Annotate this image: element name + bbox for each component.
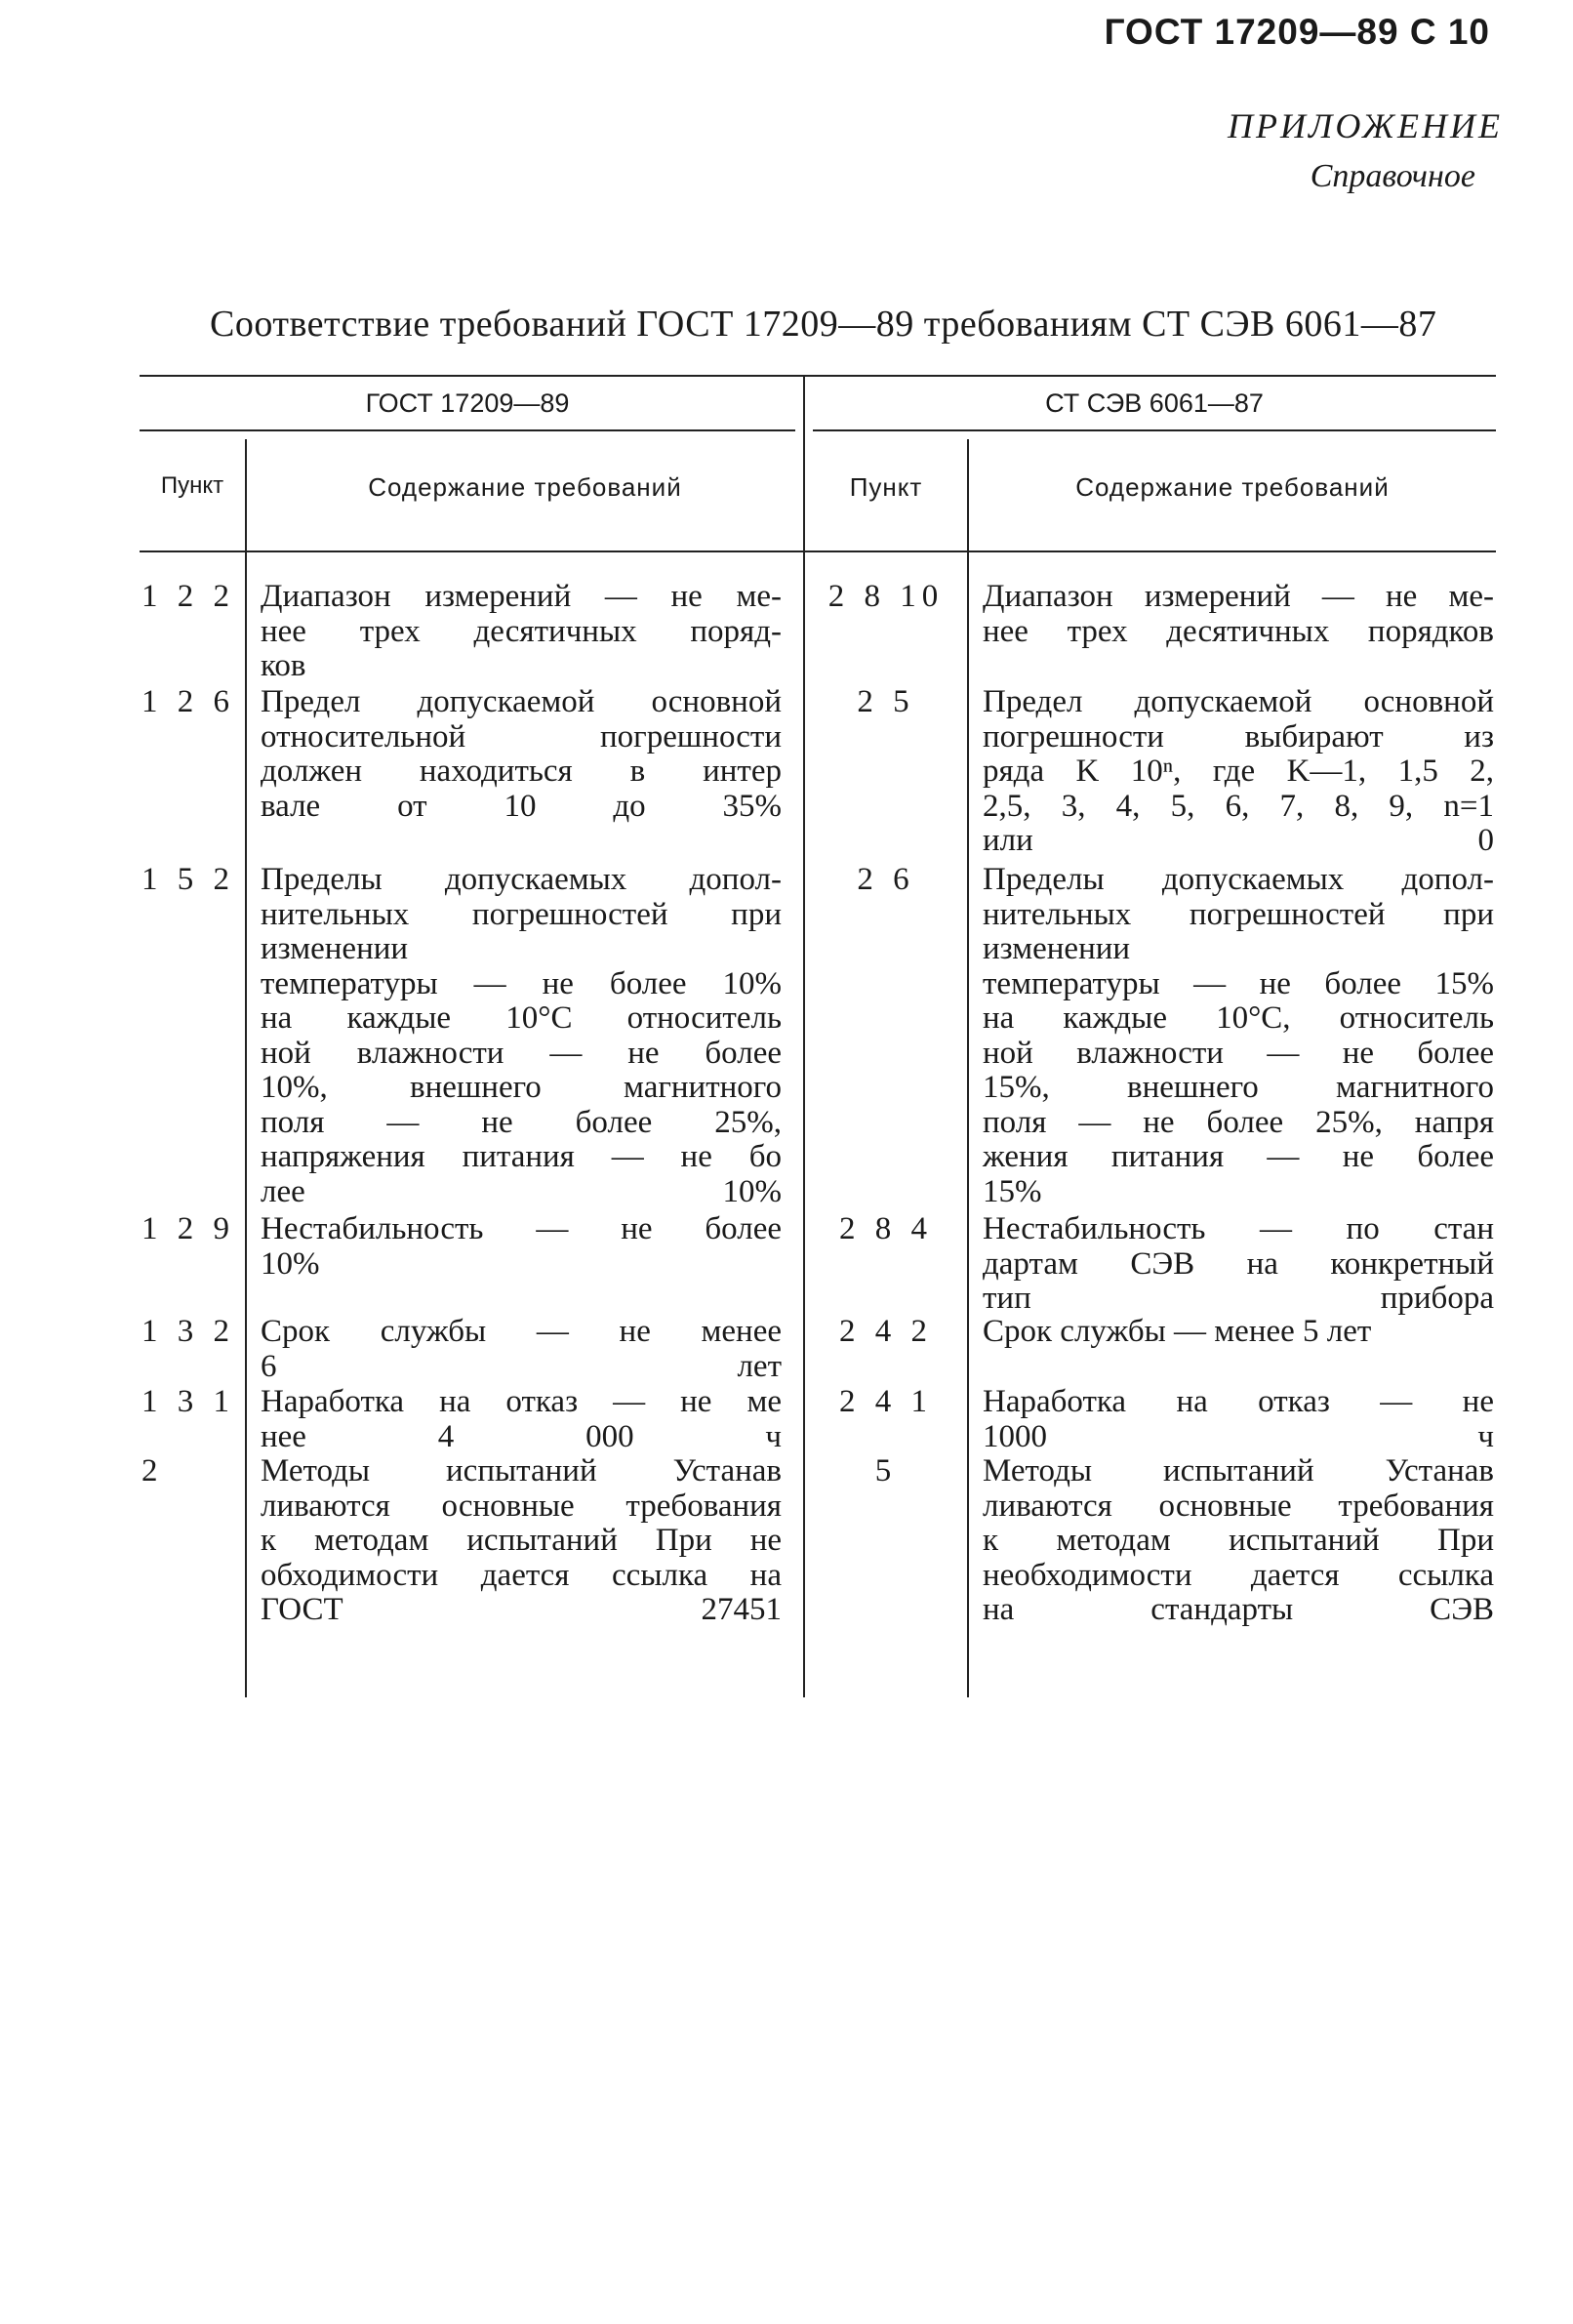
group-divider xyxy=(803,375,805,1697)
group-header-rule-right xyxy=(813,429,1496,431)
group-header-rule-left xyxy=(140,429,795,431)
table-row-gost-text: Срок службы — не менее 6 лет xyxy=(261,1314,782,1384)
table-row-sev-item: 2 4 1 xyxy=(839,1384,933,1419)
appendix-subtitle: Справочное xyxy=(1310,158,1475,194)
column-header-rule xyxy=(140,550,1496,552)
table-row-gost-item: 1 5 2 xyxy=(141,862,235,897)
page-header-reference: ГОСТ 17209—89 С 10 xyxy=(1104,12,1490,52)
table-row-sev-text: Нестабильность — по стан дартам СЭВ на конкретный тип прибора xyxy=(983,1211,1494,1316)
table-row-gost-text: Нестабильность — не более 10% xyxy=(261,1211,782,1282)
table-row-gost-text: Пределы допускаемых допол- нительных погрешностей при изменении температуры — не более 10% на каждые 10°С относитель ной влажности — не более 10%, внешнего магнитного поля — не более 25%, напряжения питания — не бо лее 10% xyxy=(261,862,782,1209)
table-row-sev-item: 2 5 xyxy=(857,684,915,719)
appendix-title: ПРИЛОЖЕНИЕ xyxy=(1228,106,1503,145)
table-row-sev-text: Диапазон измерений — не ме- нее трех десятичных порядков xyxy=(983,579,1494,649)
table-row-sev-text: Наработка на отказ — не 1000 ч xyxy=(983,1384,1494,1454)
left-item-divider xyxy=(245,439,247,1697)
group-header-sev: СТ СЭВ 6061—87 xyxy=(1045,388,1264,418)
table-row-sev-text: Пределы допускаемых допол- нительных погрешностей при изменении температуры — не более 15% на каждые 10°С, относитель ной влажности — не более 15%, внешнего магнитного поля — не более 25%, напря жения питания — не более 15% xyxy=(983,862,1494,1209)
table-row-gost-item: 1 3 2 xyxy=(141,1314,235,1349)
group-header-gost: ГОСТ 17209—89 xyxy=(365,388,570,418)
table-top-rule xyxy=(140,375,1496,377)
table-row-gost-item: 1 2 2 xyxy=(141,579,235,614)
table-row-sev-item: 2 6 xyxy=(857,862,915,897)
table-row-gost-text: Предел допускаемой основной относительной погрешности должен находиться в интер вале от 10 до 35% xyxy=(261,684,782,824)
table-row-gost-text: Диапазон измерений — не ме- нее трех десятичных поряд- ков xyxy=(261,579,782,683)
right-item-divider xyxy=(967,439,969,1697)
table-row-gost-text: Наработка на отказ — не ме нее 4 000 ч xyxy=(261,1384,782,1454)
column-header-item-sev: Пункт xyxy=(849,472,923,502)
table-row-sev-text: Срок службы — менее 5 лет xyxy=(983,1314,1372,1349)
column-header-item-gost: Пункт xyxy=(160,472,224,499)
table-row-sev-item: 2 4 2 xyxy=(839,1314,933,1349)
table-row-sev-item: 2 8 10 xyxy=(827,579,945,614)
table-row-gost-item: 1 2 9 xyxy=(141,1211,235,1246)
table-row-sev-item: 2 8 4 xyxy=(839,1211,933,1246)
table-caption: Соответствие требований ГОСТ 17209—89 требованиям СТ СЭВ 6061—87 xyxy=(210,304,1437,345)
correspondence-table xyxy=(140,375,1496,1712)
table-row-sev-text: Предел допускаемой основной погрешности выбирают из ряда K 10ⁿ, где K—1, 1,5 2, 2,5, 3, 4, 5, 6, 7, 8, 9, n=1 или 0 xyxy=(983,684,1494,858)
table-row-gost-item: 2 xyxy=(141,1453,164,1488)
column-header-content-gost: Содержание требований xyxy=(368,472,682,502)
table-row-gost-item: 1 3 1 xyxy=(141,1384,235,1419)
table-row-gost-text: Методы испытаний Устанав ливаются основные требования к методам испытаний При не обходимости дается ссылка на ГОСТ 27451 xyxy=(261,1453,782,1627)
table-row-sev-text: Методы испытаний Устанав ливаются основные требования к методам испытаний При необходимости дается ссылка на стандарты СЭВ xyxy=(983,1453,1494,1627)
column-header-content-sev: Содержание требований xyxy=(1075,472,1390,502)
table-row-gost-item: 1 2 6 xyxy=(141,684,235,719)
table-row-sev-item: 5 xyxy=(874,1453,898,1488)
